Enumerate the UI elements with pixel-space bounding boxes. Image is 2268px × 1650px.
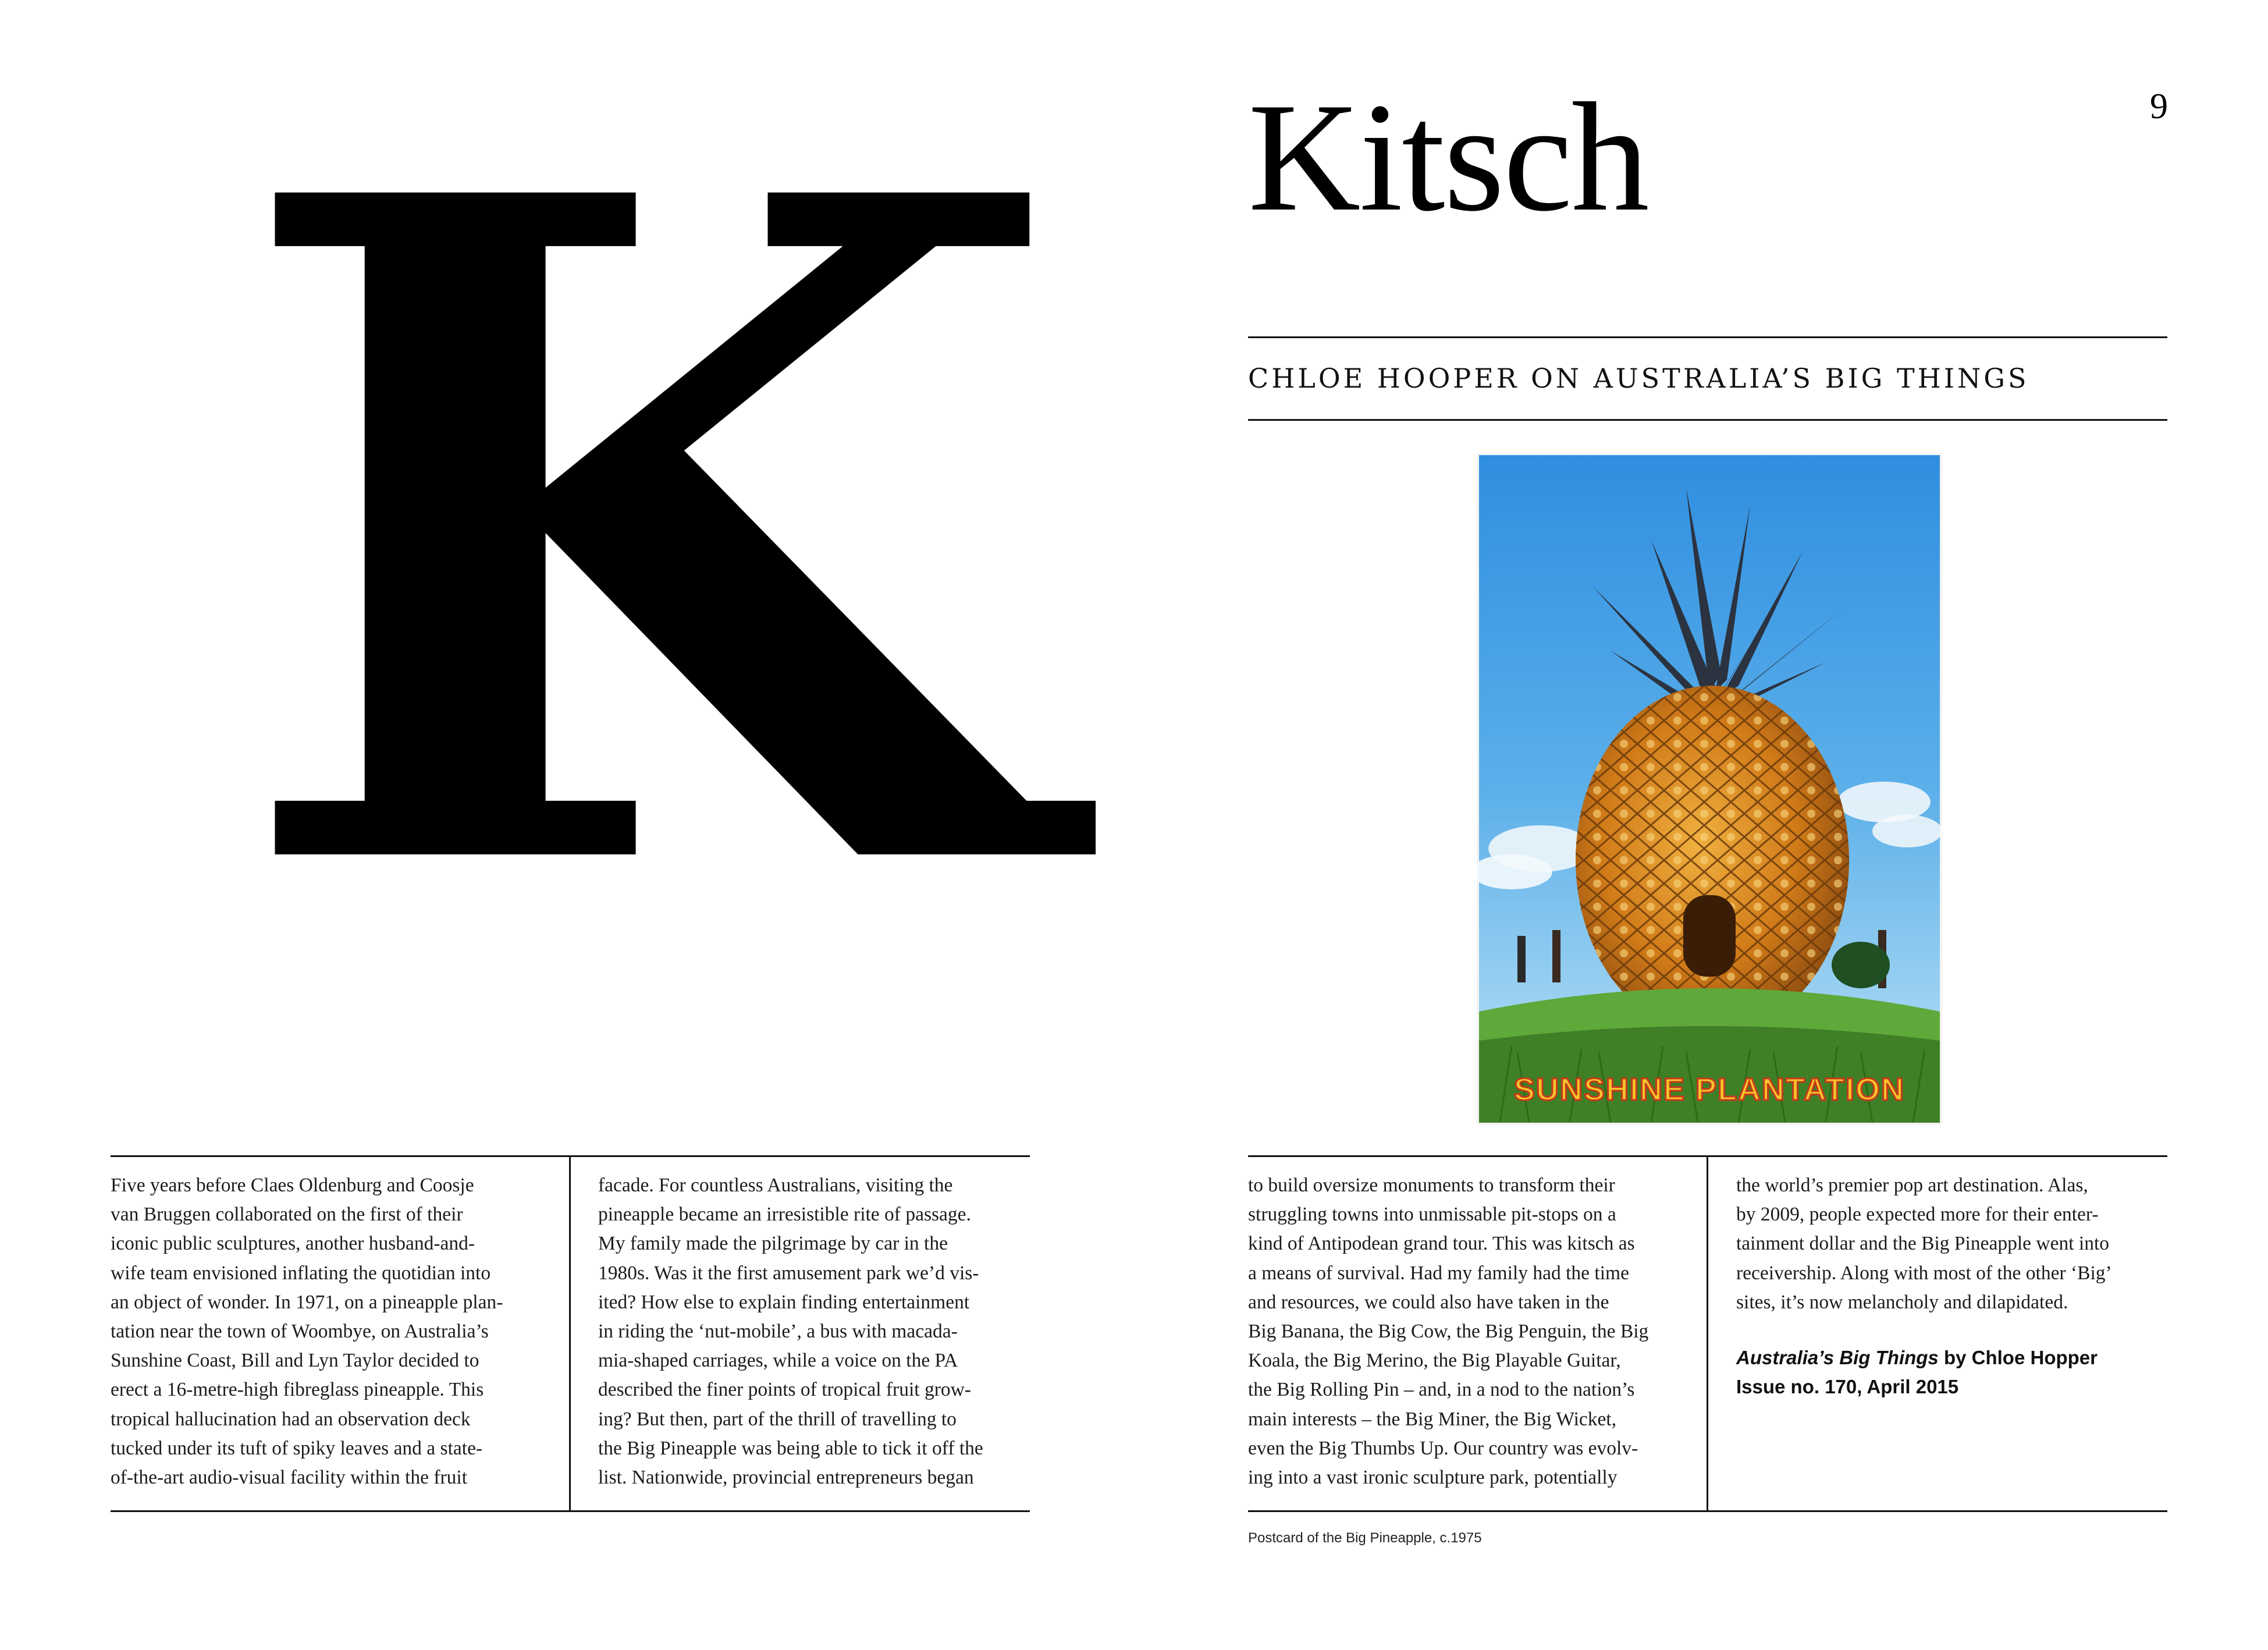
- text-line: described the finer points of tropical fruit grow-: [598, 1379, 971, 1401]
- text-line: sites, it’s now melancholy and dilapidated.: [1736, 1291, 2068, 1313]
- text-line: in riding the ‘nut-mobile’, a bus with macada-: [598, 1321, 958, 1343]
- text-line: ited? How else to explain finding entertainment: [598, 1291, 970, 1313]
- drop-letter: K: [230, 2, 1067, 1069]
- text-line: tation near the town of Woombye, on Australia’s: [111, 1321, 489, 1343]
- text-line: iconic public sculptures, another husband-and-: [111, 1233, 475, 1255]
- image-caption: Postcard of the Big Pineapple, c.1975: [1248, 1530, 1482, 1546]
- text-line: pineapple became an irresistible rite of passage.: [598, 1204, 971, 1226]
- text-line: to build oversize monuments to transform their: [1248, 1174, 1615, 1196]
- right-column-divider: [1707, 1155, 1708, 1512]
- body-column-2: [598, 1171, 983, 1492]
- page-number: 9: [2150, 87, 2168, 126]
- text-line: an object of wonder. In 1971, on a pineapple plan-: [111, 1291, 503, 1313]
- text-line: mia-shaped carriages, while a voice on the PA: [598, 1350, 958, 1372]
- text-line: Koala, the Big Merino, the Big Playable Guitar,: [1248, 1350, 1621, 1372]
- subtitle-top-rule: [1248, 336, 2167, 338]
- text-line: and resources, we could also have taken in the: [1248, 1291, 1609, 1313]
- text-line: the world’s premier pop art destination. Alas,: [1736, 1174, 2088, 1196]
- text-line: even the Big Thumbs Up. Our country was evolv-: [1248, 1437, 1638, 1459]
- body-column-1: [111, 1171, 503, 1492]
- postcard-illustration: [1477, 453, 1942, 1125]
- credit-byline: by Chloe Hopper: [1938, 1347, 2098, 1368]
- text-line: erect a 16-metre-high fibreglass pineapple. This: [111, 1379, 484, 1401]
- body-column-4: [1736, 1171, 2112, 1317]
- text-line: main interests – the Big Miner, the Big Wicket,: [1248, 1408, 1617, 1430]
- credit-issue: Issue no. 170, April 2015: [1736, 1376, 1959, 1397]
- text-line: a means of survival. Had my family had the time: [1248, 1262, 1629, 1284]
- text-line: 1980s. Was it the first amusement park we’d vis-: [598, 1262, 979, 1284]
- credit-line-1: [1736, 1343, 2098, 1372]
- text-line: Five years before Claes Oldenburg and Coosje: [111, 1174, 474, 1196]
- text-line: My family made the pilgrimage by car in the: [598, 1233, 948, 1255]
- article-credit: [1736, 1343, 2098, 1401]
- text-line: the Big Rolling Pin – and, in a nod to the nation’s: [1248, 1379, 1635, 1401]
- text-line: tropical hallucination had an observation deck: [111, 1408, 471, 1430]
- text-line: tucked under its tuft of spiky leaves and a state-: [111, 1437, 483, 1459]
- text-line: the Big Pineapple was being able to tick it off the: [598, 1437, 983, 1459]
- text-line: Sunshine Coast, Bill and Lyn Taylor decided to: [111, 1350, 479, 1372]
- text-line: van Bruggen collaborated on the first of their: [111, 1204, 463, 1226]
- text-line: facade. For countless Australians, visiting the: [598, 1174, 953, 1196]
- text-line: kind of Antipodean grand tour. This was kitsch as: [1248, 1233, 1635, 1255]
- text-line: wife team envisioned inflating the quotidian into: [111, 1262, 491, 1284]
- article-title: Kitsch: [1248, 70, 1648, 243]
- big-pineapple-postcard: [1477, 453, 1942, 1125]
- text-line: by 2009, people expected more for their enter-: [1736, 1204, 2099, 1226]
- text-line: tainment dollar and the Big Pineapple went into: [1736, 1233, 2110, 1255]
- text-line: Big Banana, the Big Cow, the Big Penguin, the Big: [1248, 1321, 1649, 1343]
- text-line: struggling towns into unmissable pit-stops on a: [1248, 1204, 1616, 1226]
- subtitle-bottom-rule: [1248, 419, 2167, 421]
- text-line: ing? But then, part of the thrill of travelling to: [598, 1408, 957, 1430]
- article-subtitle: CHLOE HOOPER ON AUSTRALIA’S BIG THINGS: [1248, 363, 2029, 394]
- left-column-divider: [569, 1155, 571, 1512]
- text-line: receivership. Along with most of the other ‘Big’: [1736, 1262, 2112, 1284]
- credit-book-title: Australia’s Big Things: [1736, 1347, 1939, 1368]
- body-column-3: [1248, 1171, 1648, 1492]
- text-line: of-the-art audio-visual facility within the fruit: [111, 1467, 468, 1489]
- text-line: ing into a vast ironic sculpture park, potentially: [1248, 1467, 1618, 1489]
- text-line: list. Nationwide, provincial entrepreneurs began: [598, 1467, 974, 1489]
- postcard-banner: SUNSHINE PLANTATION: [1514, 1072, 1905, 1107]
